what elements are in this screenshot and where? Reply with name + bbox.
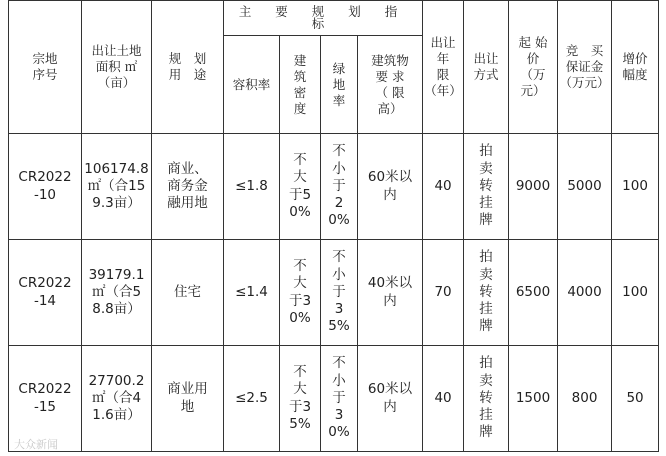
deposit-cell: 4000 — [558, 240, 612, 346]
green-cell: 不 小 于 3 5% — [321, 240, 358, 346]
height-cell: 60米以 内 — [358, 134, 423, 240]
header-lot-no: 宗地 序号 — [9, 1, 82, 134]
density-cell: 不 大 于3 0% — [280, 240, 321, 346]
far-cell: ≤1.8 — [224, 134, 280, 240]
header-plan-indicators: 主 要 规 划 指 标 — [224, 1, 423, 36]
area-cell: 106174.8 ㎡（合15 9.3亩） — [82, 134, 152, 240]
use-cell: 住宅 — [152, 240, 224, 346]
header-start-price: 起 始 价 （万 元） — [509, 1, 558, 134]
start-price-cell: 1500 — [509, 346, 558, 452]
table-row — [9, 134, 659, 240]
header-far: 容积率 — [224, 36, 280, 134]
area-cell: 27700.2 ㎡（合4 1.6亩） — [82, 346, 152, 452]
height-cell: 40米以 内 — [358, 240, 423, 346]
deposit-cell: 5000 — [558, 134, 612, 240]
lot-no-cell: CR2022 -14 — [9, 240, 82, 346]
increment-cell: 100 — [612, 134, 659, 240]
land-parcel-table — [8, 0, 659, 452]
density-cell: 不 大 于3 5% — [280, 346, 321, 452]
header-green: 绿 地 率 — [321, 36, 358, 134]
green-cell: 不 小 于 2 0% — [321, 134, 358, 240]
green-cell: 不 小 于 3 0% — [321, 346, 358, 452]
table-row — [9, 240, 659, 346]
header-height: 建筑物 要 求 （ 限 高） — [358, 36, 423, 134]
far-cell: ≤2.5 — [224, 346, 280, 452]
deposit-cell: 800 — [558, 346, 612, 452]
header-density: 建 筑 密 度 — [280, 36, 321, 134]
area-cell: 39179.1 ㎡（合5 8.8亩） — [82, 240, 152, 346]
header-deposit: 竞 买 保证金 （万元） — [558, 1, 612, 134]
term-cell: 40 — [423, 346, 464, 452]
height-cell: 60米以 内 — [358, 346, 423, 452]
header-increment: 增价 幅度 — [612, 1, 659, 134]
method-cell: 拍 卖 转 挂 牌 — [464, 240, 509, 346]
table-row — [9, 346, 659, 452]
density-cell: 不 大 于5 0% — [280, 134, 321, 240]
header-term: 出让 年 限 （年） — [423, 1, 464, 134]
lot-no-cell: CR2022 -10 — [9, 134, 82, 240]
method-cell: 拍 卖 转 挂 牌 — [464, 134, 509, 240]
far-cell: ≤1.4 — [224, 240, 280, 346]
term-cell: 70 — [423, 240, 464, 346]
header-use: 规 划 用 途 — [152, 1, 224, 134]
start-price-cell: 6500 — [509, 240, 558, 346]
header-area: 出让土地 面积 ㎡ （亩） — [82, 1, 152, 134]
watermark: 大众新闻 — [14, 438, 58, 451]
header-method: 出让 方式 — [464, 1, 509, 134]
increment-cell: 100 — [612, 240, 659, 346]
term-cell: 40 — [423, 134, 464, 240]
lot-no-cell: CR2022 -15 — [9, 346, 82, 452]
increment-cell: 50 — [612, 346, 659, 452]
method-cell: 拍 卖 转 挂 牌 — [464, 346, 509, 452]
start-price-cell: 9000 — [509, 134, 558, 240]
use-cell: 商业、 商务金 融用地 — [152, 134, 224, 240]
use-cell: 商业用 地 — [152, 346, 224, 452]
